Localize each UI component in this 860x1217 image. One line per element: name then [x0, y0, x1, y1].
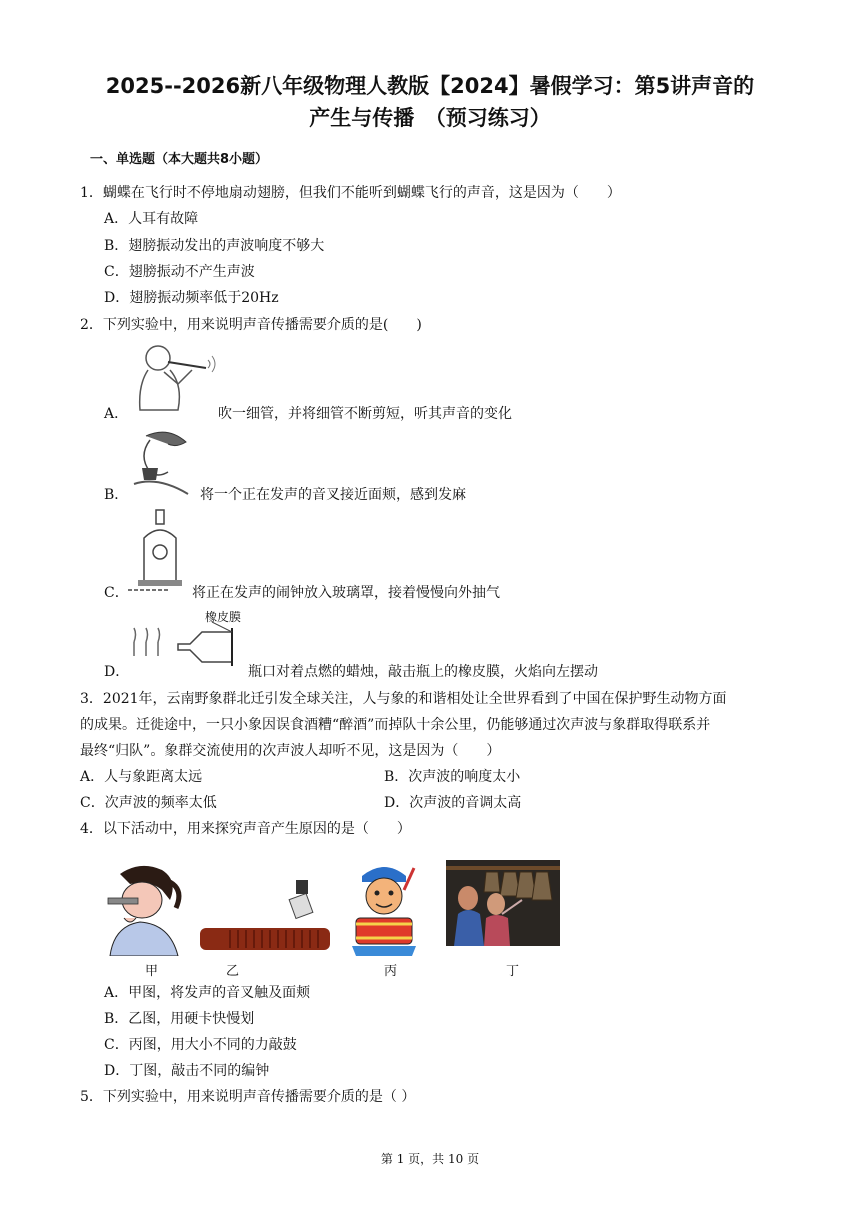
title-line-2: 产生与传播 （预习练习） — [309, 106, 551, 130]
q2-option-c-letter: C． — [104, 585, 129, 601]
q3-option-d: D．次声波的音调太高 — [384, 795, 522, 811]
figure-caption-jia: 甲 — [145, 964, 159, 979]
q2-option-a-letter: A． — [104, 406, 129, 422]
rubber-membrane-label: 橡皮膜 — [205, 610, 242, 624]
chime-bells-photo-icon — [446, 860, 560, 946]
comb-card-icon — [200, 878, 340, 954]
q4-option-a: A．甲图，将发声的音叉触及面颊 — [104, 985, 311, 1001]
q3-stem-line-1: 3．2021年，云南野象群北迁引发全球关注，人与象的和谐相处让全世界看到了中国在保护野生动物方面 — [80, 691, 727, 707]
q4-option-d: D．丁图，敲击不同的编钟 — [104, 1063, 270, 1079]
q1-option-a: A．人耳有故障 — [104, 211, 199, 227]
q5-stem: 5．下列实验中，用来说明声音传播需要介质的是（ ） — [80, 1089, 416, 1105]
q1-stem: 1．蝴蝶在飞行时不停地扇动翅膀，但我们不能听到蝴蝶飞行的声音，这是因为（ ） — [80, 185, 621, 201]
q3-stem-line-3: 最终“归队”。象群交流使用的次声波人却听不见，这是因为（ ） — [80, 743, 501, 759]
q1-option-d: D．翅膀振动频率低于20Hz — [104, 290, 279, 306]
q2-option-c-text: 将正在发声的闹钟放入玻璃罩，接着慢慢向外抽气 — [192, 585, 500, 601]
q4-option-b: B．乙图，用硬卡快慢划 — [104, 1011, 255, 1027]
boy-drum-icon — [342, 860, 426, 956]
page-footer: 第 1 页，共 10 页 — [380, 1152, 480, 1166]
figure-caption-yi: 乙 — [226, 964, 240, 979]
q3-option-a: A．人与象距离太远 — [80, 769, 203, 785]
q2-option-b-letter: B． — [104, 487, 129, 503]
tuning-fork-face-icon — [128, 428, 198, 496]
page-title — [60, 70, 800, 134]
girl-tuning-fork-icon — [100, 860, 184, 956]
bell-jar-icon — [128, 508, 192, 598]
q3-stem-line-2: 的成果。迁徙途中，一只小象因误食酒糟“醉酒”而掉队十余公里，仍能够通过次声波与象群取得联系并 — [80, 717, 711, 733]
q2-option-a-text: 吹一细管，并将细管不断剪短，听其声音的变化 — [218, 406, 512, 422]
blowing-straw-icon — [128, 340, 218, 416]
figure-caption-bing: 丙 — [384, 964, 398, 979]
q2-stem: 2．下列实验中，用来说明声音传播需要介质的是( ) — [80, 317, 422, 333]
q2-option-b-text: 将一个正在发声的音叉接近面颊，感到发麻 — [200, 487, 466, 503]
q2-option-d-letter: D． — [104, 664, 130, 680]
q3-option-b: B．次声波的响度太小 — [384, 769, 521, 785]
q1-option-c: C．翅膀振动不产生声波 — [104, 264, 255, 280]
q1-option-b: B．翅膀振动发出的声波响度不够大 — [104, 238, 325, 254]
bottle-candle-icon — [128, 622, 244, 674]
title-line-1: 2025--2026新八年级物理人教版【2024】暑假学习：第5讲声音的 — [105, 74, 755, 98]
q4-option-c: C．丙图，用大小不同的力敲鼓 — [104, 1037, 297, 1053]
section-heading: 一、单选题（本大题共8小题） — [90, 152, 269, 167]
q3-option-c: C．次声波的频率太低 — [80, 795, 217, 811]
q4-stem: 4．以下活动中，用来探究声音产生原因的是（ ） — [80, 821, 411, 837]
q2-option-d-text: 瓶口对着点燃的蜡烛，敲击瓶上的橡皮膜，火焰向左摆动 — [248, 664, 598, 680]
figure-caption-ding: 丁 — [506, 964, 520, 979]
